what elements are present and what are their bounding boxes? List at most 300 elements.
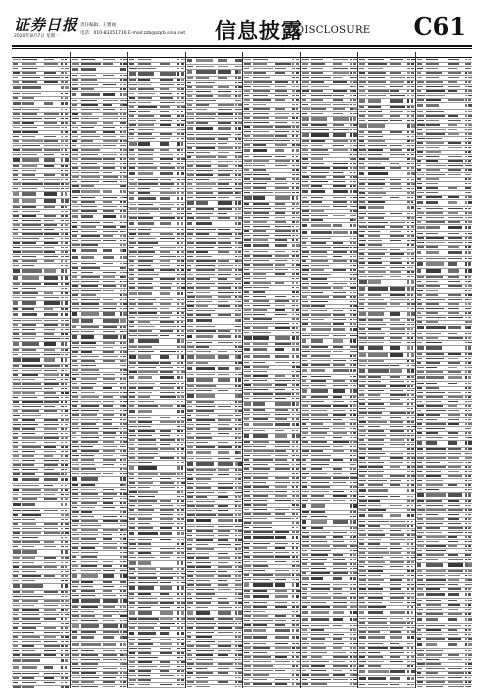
table-cell [72, 681, 79, 683]
table-cell [72, 326, 77, 328]
table-cell [61, 233, 64, 235]
table-cell [65, 358, 68, 362]
table-cell [292, 389, 294, 391]
table-cell [120, 534, 122, 536]
table-cell [275, 606, 287, 608]
table-cell [296, 203, 299, 205]
table-cell [177, 317, 179, 319]
table-cell [81, 158, 102, 160]
table-cell [177, 448, 179, 450]
table-cell [129, 330, 137, 332]
table-cell [253, 683, 272, 685]
table-cell [218, 143, 227, 145]
table-cell [275, 384, 287, 386]
table-cell [244, 522, 250, 524]
table-cell [292, 459, 294, 461]
table-cell [253, 393, 272, 395]
table-cell [138, 657, 158, 659]
table-cell [13, 455, 19, 457]
table-cell [218, 580, 227, 582]
table-cell [244, 513, 251, 515]
table-cell [129, 417, 136, 419]
table-cell [81, 681, 94, 683]
table-cell [13, 349, 19, 351]
table-cell [196, 283, 216, 285]
table-cell [22, 541, 40, 543]
table-cell [72, 498, 79, 500]
table-cell [120, 109, 122, 111]
table-cell [292, 441, 294, 443]
table-cell [44, 77, 60, 79]
table-cell [181, 561, 183, 565]
table-cell [81, 374, 101, 376]
table-cell [196, 265, 215, 267]
table-cell [120, 360, 123, 362]
table-cell [196, 663, 213, 665]
table-cell [292, 418, 294, 420]
table-cell [72, 185, 79, 187]
table-cell [253, 486, 269, 488]
table-cell [187, 433, 192, 435]
table-cell [129, 661, 135, 663]
table-cell [129, 557, 135, 559]
table-cell [129, 602, 134, 604]
table-cell [160, 158, 172, 160]
table-cell [22, 183, 42, 185]
table-cell [244, 371, 251, 373]
table-cell [218, 217, 230, 219]
table-cell [196, 330, 217, 332]
table-cell [138, 63, 151, 65]
table-cell [65, 591, 68, 593]
table-cell [120, 668, 122, 670]
table-cell [275, 552, 288, 554]
table-cell [13, 584, 19, 588]
table-cell [196, 593, 215, 595]
table-cell [235, 188, 238, 190]
table-cell [129, 222, 134, 226]
table-cell [253, 196, 265, 200]
table-cell [296, 606, 299, 608]
table-cell [65, 342, 68, 346]
table-cell [138, 339, 159, 343]
table-cell [103, 281, 116, 283]
table-cell [65, 188, 69, 190]
table-cell [296, 473, 299, 475]
table-cell [275, 221, 286, 223]
table-cell [129, 247, 134, 249]
table-cell [44, 251, 55, 253]
table-cell [138, 303, 152, 305]
table-cell [296, 418, 299, 420]
table-cell [65, 677, 68, 679]
table-cell [138, 124, 154, 126]
table-cell [196, 296, 212, 298]
table-row [186, 450, 243, 457]
table-cell [13, 140, 19, 142]
table-cell [196, 501, 215, 503]
table-cell [177, 586, 179, 590]
table-cell [177, 539, 180, 541]
table-row [71, 248, 128, 255]
table-cell [120, 636, 123, 640]
table-cell [253, 398, 272, 400]
table-cell [238, 428, 241, 430]
table-row [243, 148, 300, 155]
disclosure-table [12, 52, 472, 688]
table-cell [160, 102, 175, 104]
table-cell [253, 527, 271, 529]
table-cell [296, 300, 298, 302]
table-row [128, 466, 185, 473]
table-cell [187, 645, 195, 647]
table-cell [129, 208, 136, 210]
table-cell [177, 97, 179, 99]
table-cell [22, 415, 40, 417]
table-cell [292, 348, 295, 352]
table-cell [129, 675, 136, 677]
table-cell [177, 321, 179, 323]
table-cell [129, 466, 134, 470]
table-cell [61, 192, 63, 196]
table-cell [292, 255, 295, 257]
table-cell [218, 188, 233, 190]
table-cell [44, 428, 57, 430]
table-cell [81, 167, 101, 169]
table-cell [123, 561, 126, 563]
table-cell [292, 72, 294, 74]
table-cell [129, 192, 134, 194]
table-cell [129, 188, 135, 190]
table-cell [238, 197, 241, 199]
table-cell [160, 684, 171, 686]
table-cell [235, 474, 237, 476]
table-cell [253, 547, 267, 549]
table-cell [120, 127, 122, 129]
table-cell [244, 217, 250, 219]
table-cell [292, 300, 295, 302]
table-cell [187, 575, 194, 577]
table-cell [292, 221, 295, 223]
table-cell [61, 650, 63, 652]
table-cell [160, 292, 169, 296]
table-cell [160, 111, 169, 113]
table-cell [120, 319, 123, 323]
table-cell [244, 430, 249, 432]
table-cell [177, 444, 179, 446]
table-cell [138, 265, 151, 267]
table-cell [160, 417, 170, 419]
table-cell [296, 409, 299, 411]
table-cell [13, 541, 21, 543]
table-cell [275, 547, 285, 549]
table-cell [61, 206, 63, 208]
table-cell [235, 478, 237, 480]
table-cell [22, 562, 34, 564]
table-cell [244, 477, 250, 479]
table-cell [253, 323, 274, 325]
table-cell [218, 269, 233, 271]
table-cell [244, 579, 251, 581]
table-cell [235, 342, 237, 344]
table-cell [177, 242, 179, 244]
table-cell [81, 502, 97, 504]
table-cell [253, 556, 273, 558]
table-cell [129, 648, 137, 650]
table-cell [22, 455, 34, 457]
table-cell [218, 458, 230, 460]
table-cell [138, 229, 151, 231]
table-cell [196, 256, 213, 258]
table-cell [253, 409, 265, 411]
table-cell [123, 525, 126, 527]
table-cell [138, 593, 151, 595]
table-cell [177, 222, 179, 226]
table-row [186, 201, 243, 208]
table-cell [129, 111, 136, 113]
table-cell [120, 464, 122, 466]
table-cell [177, 496, 179, 498]
table-cell [253, 477, 267, 479]
table-cell [160, 405, 173, 407]
table-cell [218, 645, 232, 647]
issue-date: 2020年8月7日 星期一 [14, 34, 60, 39]
table-cell [44, 215, 56, 217]
table-cell [292, 513, 295, 515]
table-cell [244, 620, 250, 622]
table-cell [253, 244, 268, 248]
table-cell [81, 335, 95, 339]
table-cell [244, 418, 249, 420]
table-cell [13, 329, 19, 331]
table-cell [13, 256, 20, 258]
table-cell [235, 681, 237, 683]
table-cell [120, 285, 122, 287]
table-cell [13, 174, 17, 176]
table-cell [22, 109, 39, 111]
table-cell [103, 319, 119, 323]
table-cell [275, 187, 289, 189]
table-cell [123, 249, 126, 253]
table-cell [129, 652, 135, 654]
table-cell [72, 511, 79, 513]
table-cell [123, 172, 125, 174]
table-cell [138, 84, 151, 86]
table-cell [129, 462, 137, 464]
table-cell [65, 238, 69, 240]
table-cell [61, 566, 63, 568]
table-cell [160, 179, 171, 181]
table-cell [103, 405, 113, 407]
table-cell [61, 324, 63, 326]
table-cell [196, 650, 214, 652]
table-cell [187, 530, 192, 532]
table-cell [13, 342, 18, 346]
table-cell [129, 339, 134, 343]
table-cell [22, 433, 35, 435]
table-cell [244, 68, 249, 70]
table-cell [177, 577, 179, 579]
table-cell [13, 338, 20, 340]
table-cell [72, 181, 77, 183]
table-cell [244, 556, 250, 558]
table-cell [44, 283, 58, 285]
table-cell [103, 529, 119, 531]
table-cell [181, 593, 183, 595]
table-cell [103, 516, 117, 518]
table-cell [253, 287, 268, 289]
table-cell [292, 108, 295, 110]
table-cell [275, 518, 291, 520]
table-cell [61, 489, 63, 491]
table-cell [275, 192, 291, 194]
table-cell [65, 174, 68, 176]
table-cell [235, 260, 238, 262]
table-cell [187, 428, 194, 430]
table-cell [218, 483, 234, 485]
table-cell [275, 434, 287, 438]
table-cell [138, 287, 152, 289]
table-cell [253, 126, 273, 128]
table-cell [238, 607, 241, 609]
table-cell [235, 548, 237, 550]
table-cell [253, 389, 268, 391]
table-cell [244, 504, 251, 506]
table-cell [244, 86, 251, 88]
table-cell [103, 599, 118, 603]
table-cell [61, 68, 63, 70]
table-cell [187, 152, 195, 154]
table-cell [72, 113, 78, 115]
table-cell [138, 505, 151, 507]
table-cell [238, 77, 241, 79]
table-cell [44, 374, 59, 376]
table-cell [218, 663, 234, 665]
table-cell [275, 165, 286, 167]
table-cell [235, 238, 238, 240]
table-cell [187, 305, 194, 307]
table-cell [44, 510, 58, 512]
table-cell [22, 537, 38, 539]
table-row [71, 477, 128, 484]
table-cell [235, 519, 238, 523]
table-cell [177, 192, 179, 194]
table-cell [235, 367, 238, 371]
table-row [186, 378, 243, 385]
table-cell [81, 226, 96, 228]
table-cell [129, 183, 137, 185]
table-row [128, 631, 185, 638]
table-cell [292, 178, 294, 180]
table-cell [138, 317, 158, 319]
table-cell [61, 636, 64, 638]
table-cell [218, 147, 233, 149]
table-cell [160, 652, 171, 654]
table-cell [65, 451, 68, 453]
table-cell [138, 675, 150, 677]
table-cell [275, 500, 291, 502]
table-cell [235, 127, 237, 131]
table-cell [65, 537, 68, 539]
table-cell [61, 388, 64, 390]
table-cell [13, 158, 20, 162]
table-cell [292, 561, 295, 563]
table-cell [244, 314, 252, 316]
table-cell [160, 287, 171, 289]
table-cell [103, 441, 114, 443]
table-cell [253, 165, 265, 167]
table-cell [81, 201, 95, 203]
table-cell [253, 643, 266, 645]
table-cell [123, 446, 125, 448]
table-cell [22, 623, 40, 625]
table-cell [292, 86, 295, 88]
table-cell [22, 641, 40, 643]
table-cell [13, 313, 18, 317]
table-cell [292, 579, 294, 581]
table-row [71, 189, 128, 196]
table-cell [72, 190, 80, 194]
table-cell [22, 81, 37, 83]
table-cell [292, 362, 295, 364]
table-cell [138, 355, 150, 359]
table-cell [65, 614, 69, 616]
table-cell [160, 627, 170, 629]
table-cell [123, 538, 125, 540]
table-cell [120, 303, 122, 305]
table-cell [235, 654, 237, 656]
table-cell [196, 367, 215, 371]
table-cell [103, 624, 119, 628]
table-cell [235, 580, 238, 582]
table-cell [129, 312, 137, 314]
table-cell [187, 174, 194, 176]
table-cell [103, 222, 113, 224]
table-row [243, 434, 300, 441]
table-cell [61, 609, 64, 611]
table-cell [292, 140, 294, 142]
table-cell [160, 233, 173, 235]
table-cell [218, 265, 234, 267]
table-cell [235, 122, 237, 124]
table-cell [181, 362, 183, 364]
table-cell [187, 342, 193, 344]
table-cell [44, 63, 58, 65]
table-cell [292, 90, 294, 92]
table-cell [187, 636, 192, 638]
table-cell [160, 183, 174, 185]
table-cell [120, 190, 122, 194]
table-cell [81, 290, 101, 292]
table-cell [22, 627, 36, 629]
table-cell [292, 203, 295, 205]
table-cell [181, 111, 184, 113]
table-cell [218, 627, 233, 629]
table-cell [120, 586, 122, 588]
table-cell [218, 179, 232, 181]
table-cell [13, 238, 21, 240]
table-cell [244, 543, 250, 545]
table-cell [103, 686, 115, 688]
table-cell [103, 489, 114, 491]
table-cell [244, 77, 249, 79]
table-cell [275, 140, 289, 142]
table-cell [218, 351, 228, 353]
table-cell [253, 273, 265, 275]
table-cell [22, 650, 35, 652]
table-cell [275, 314, 287, 316]
table-cell [275, 423, 290, 427]
